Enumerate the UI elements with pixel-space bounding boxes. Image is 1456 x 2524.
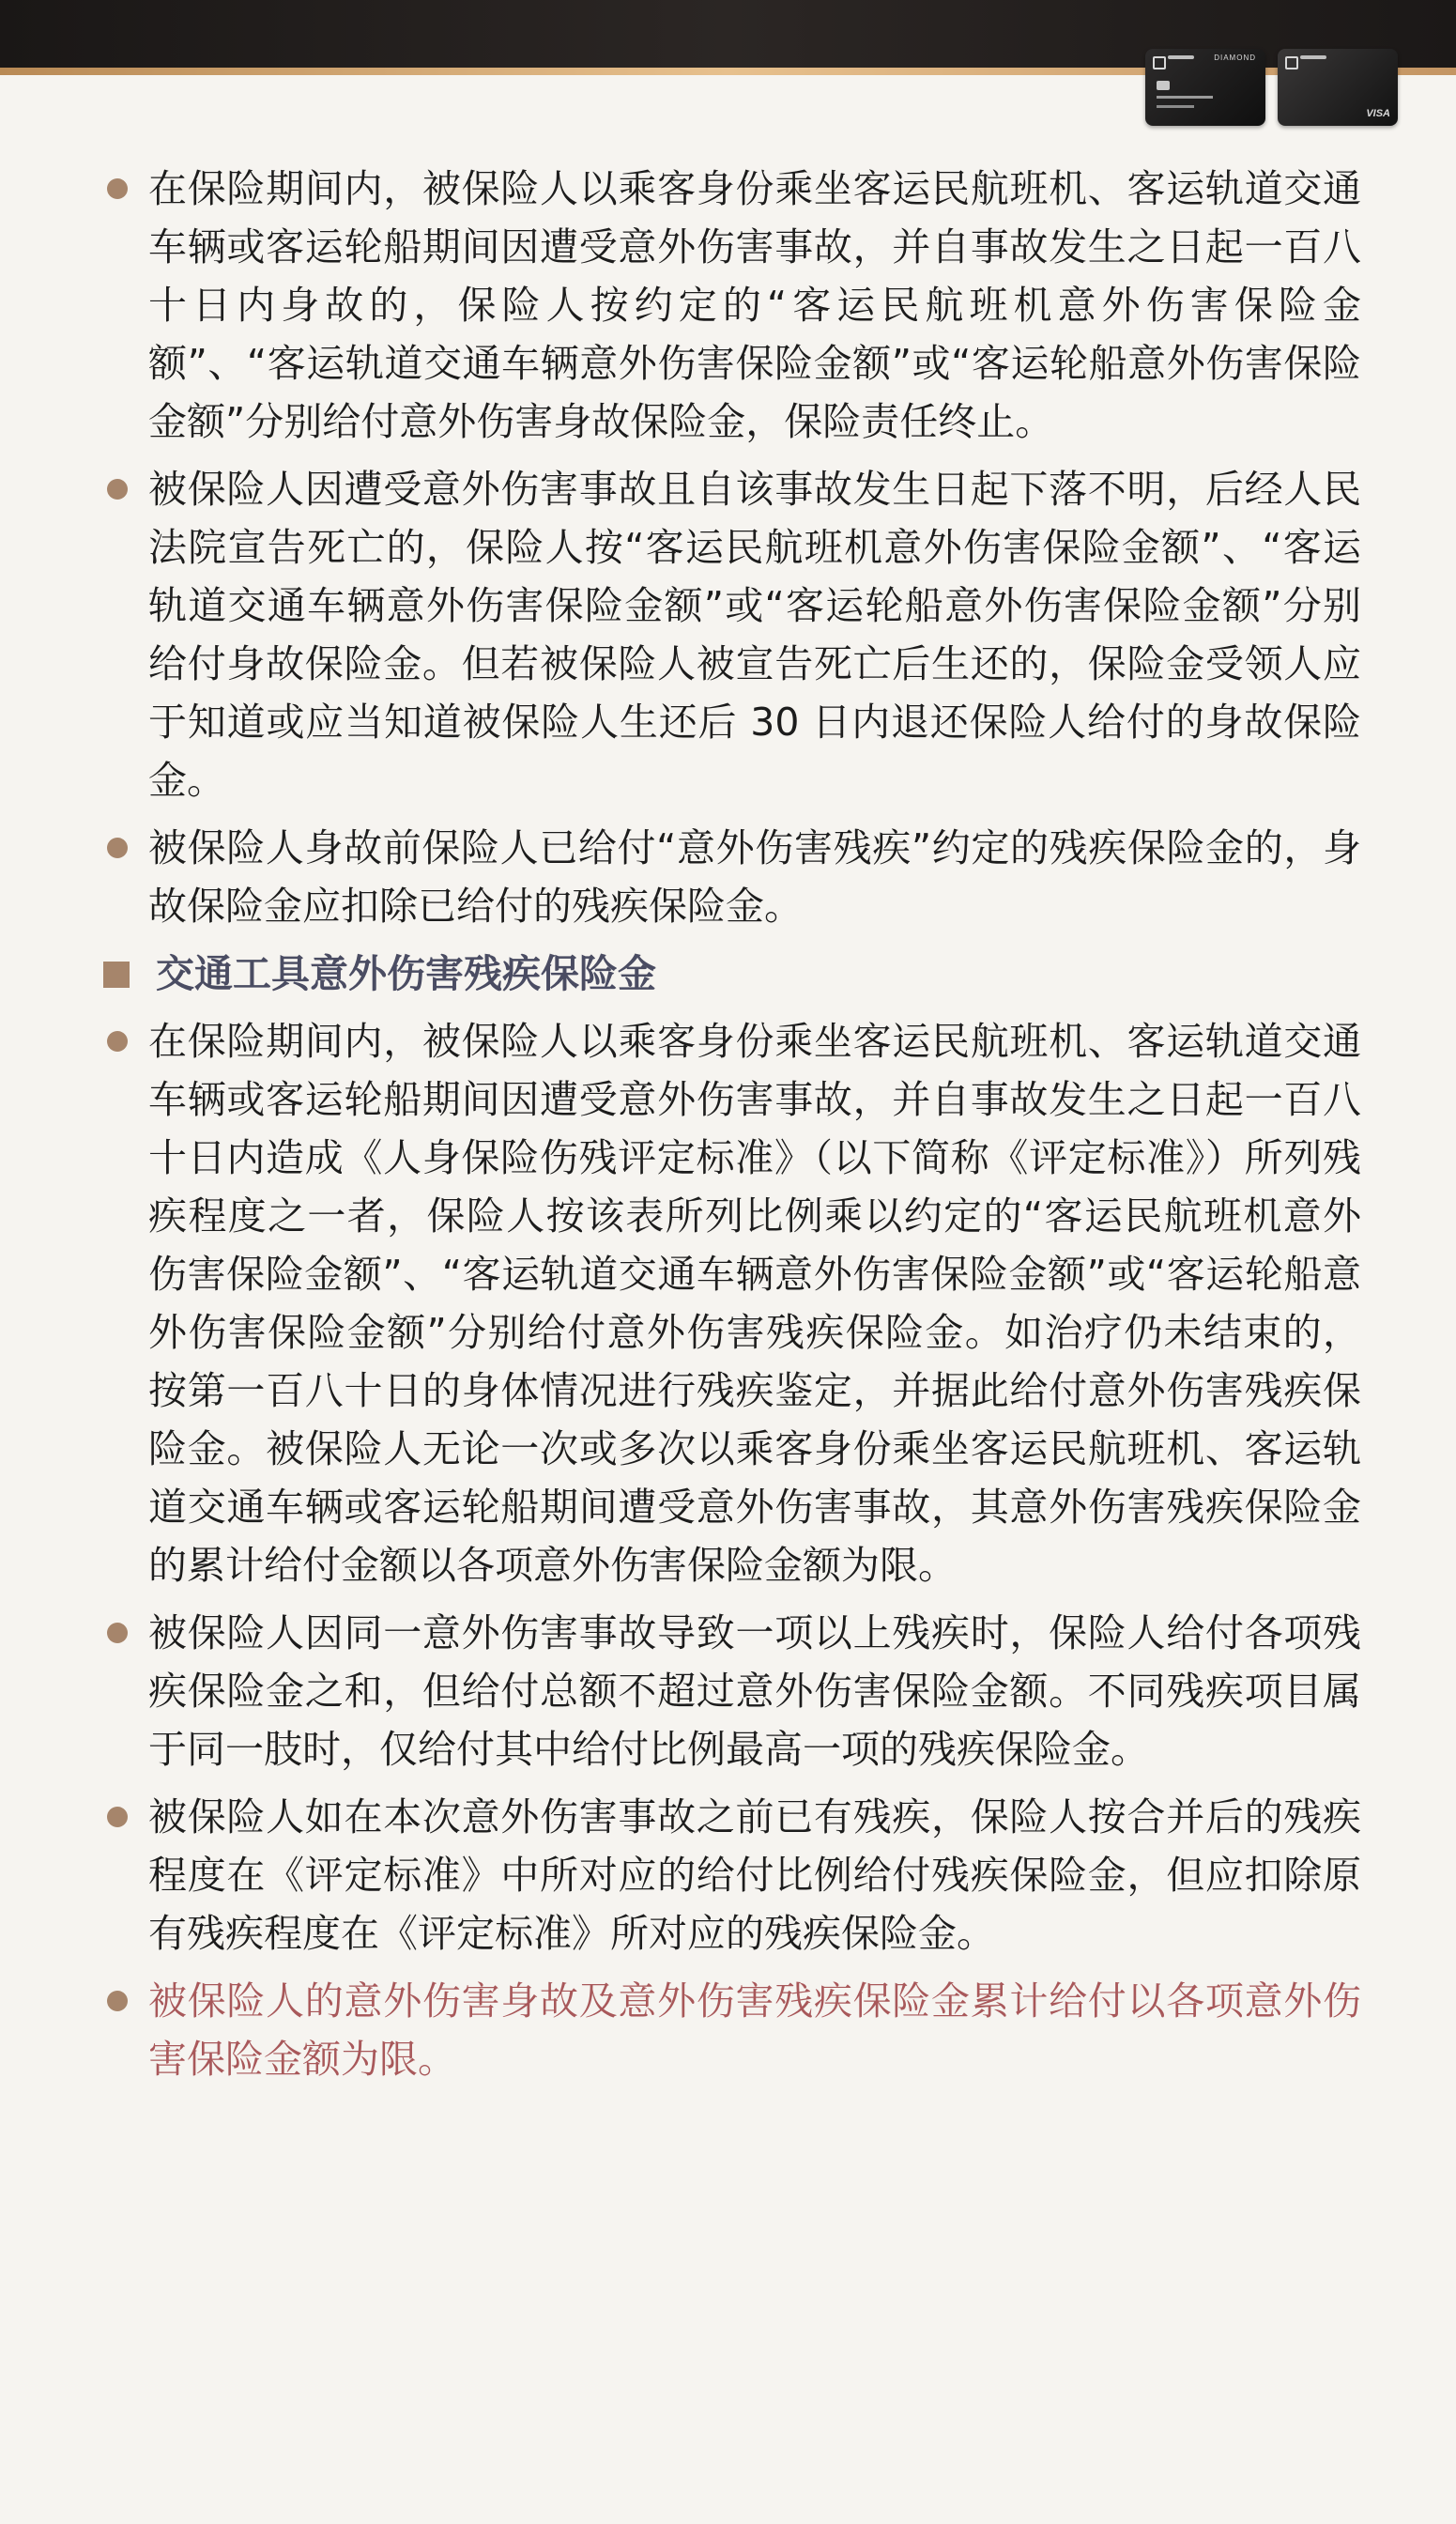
list-item-text: 在保险期间内，被保险人以乘客身份乘坐客运民航班机、客运轨道交通车辆或客运轮船期间因遭受意外伤害事故，并自事故发生之日起一百八十日内造成《人身保险伤残评定标准》（以下简称《评定标准》）所列残疾程度之一者，保险人按该表所列比例乘以约定的“客运民航班机意外伤害保险金额”、“客运轨道交通车辆意外伤害保险金额”或“客运轮船意外伤害保险金额”分别给付意外伤害残疾保险金。如治疗仍未结束的，按第一百八十日的身体情况进行残疾鉴定，并据此给付意外伤害残疾保险金。被保险人无论一次或多次以乘客身份乘坐客运民航班机、客运轨道交通车辆或客运轮船期间遭受意外伤害事故，其意外伤害残疾保险金的累计给付金额以各项意外伤害保险金额为限。 bbox=[148, 1019, 1361, 1588]
square-bullet-icon bbox=[103, 962, 130, 988]
bullet-dot-icon bbox=[107, 1807, 128, 1827]
list-item-text: 被保险人的意外伤害身故及意外伤害残疾保险金累计给付以各项意外伤害保险金额为限。 bbox=[148, 1978, 1361, 2082]
list-item-highlight bbox=[103, 1972, 1361, 2088]
list-item bbox=[103, 819, 1361, 935]
bullet-dot-icon bbox=[107, 178, 128, 199]
credit-card-image-visa bbox=[1278, 49, 1398, 126]
section-heading bbox=[103, 945, 1361, 1003]
bank-logo-icon bbox=[1285, 56, 1298, 69]
card-holder-icon bbox=[1157, 105, 1194, 108]
list-item-text: 在保险期间内，被保险人以乘客身份乘坐客运民航班机、客运轨道交通车辆或客运轮船期间因遭受意外伤害事故，并自事故发生之日起一百八十日内身故的，保险人按约定的“客运民航班机意外伤害保险金额”、“客运轨道交通车辆意外伤害保险金额”或“客运轮船意外伤害保险金额”分别给付意外伤害身故保险金，保险责任终止。 bbox=[148, 166, 1361, 444]
bullet-dot-icon bbox=[107, 1991, 128, 2011]
section-title: 交通工具意外伤害残疾保险金 bbox=[156, 951, 656, 996]
list-item bbox=[103, 1604, 1361, 1778]
visa-logo: VISA bbox=[1366, 108, 1390, 119]
bullet-dot-icon bbox=[107, 1623, 128, 1643]
card-brand-label: DIAMOND bbox=[1214, 54, 1256, 62]
bullet-dot-icon bbox=[107, 1031, 128, 1052]
list-item-text: 被保险人如在本次意外伤害事故之前已有残疾，保险人按合并后的残疾程度在《评定标准》中所对应的给付比例给付残疾保险金，但应扣除原有残疾程度在《评定标准》所对应的残疾保险金。 bbox=[148, 1794, 1361, 1956]
chip-icon bbox=[1157, 81, 1170, 90]
list-item bbox=[103, 160, 1361, 451]
credit-card-image-diamond bbox=[1145, 49, 1265, 126]
bank-logo-icon bbox=[1153, 56, 1166, 69]
policy-content bbox=[103, 160, 1361, 2098]
list-item bbox=[103, 1012, 1361, 1594]
bullet-dot-icon bbox=[107, 838, 128, 858]
bullet-dot-icon bbox=[107, 479, 128, 500]
bank-logo-text-icon bbox=[1168, 55, 1194, 59]
bank-logo-text-icon bbox=[1300, 55, 1326, 59]
list-item bbox=[103, 460, 1361, 809]
list-item bbox=[103, 1788, 1361, 1962]
list-item-text: 被保险人身故前保险人已给付“意外伤害残疾”约定的残疾保险金的，身故保险金应扣除已给付的残疾保险金。 bbox=[148, 825, 1361, 929]
list-item-text: 被保险人因同一意外伤害事故导致一项以上残疾时，保险人给付各项残疾保险金之和，但给付总额不超过意外伤害保险金额。不同残疾项目属于同一肢时，仅给付其中给付比例最高一项的残疾保险金。 bbox=[148, 1610, 1361, 1772]
list-item-text: 被保险人因遭受意外伤害事故且自该事故发生日起下落不明，后经人民法院宣告死亡的，保险人按“客运民航班机意外伤害保险金额”、“客运轨道交通车辆意外伤害保险金额”或“客运轮船意外伤害保险金额”分别给付身故保险金。但若被保险人被宣告死亡后生还的，保险金受领人应于知道或应当知道被保险人生还后 30 日内退还保险人给付的身故保险金。 bbox=[148, 467, 1361, 803]
card-number-icon bbox=[1157, 96, 1213, 99]
